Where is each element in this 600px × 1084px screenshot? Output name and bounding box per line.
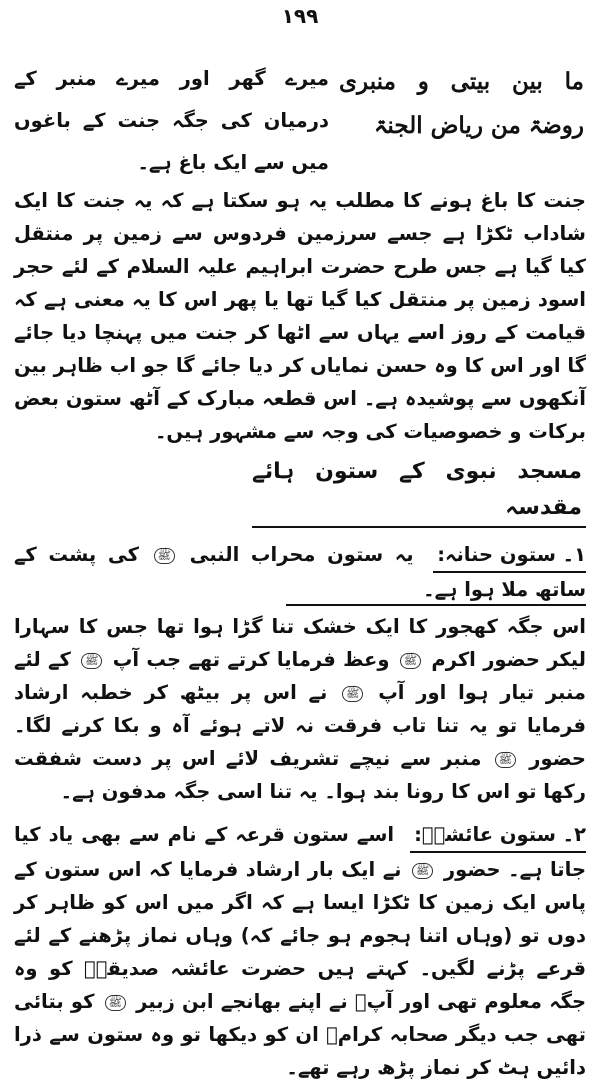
pillar-text: وعظ فرمایا کرتے تھے جب آپ [112, 648, 390, 671]
pillar-aisha [14, 818, 586, 1084]
salutation-mark: ﷺ [342, 686, 363, 702]
pillar-text: یہ ستون محراب النبی [189, 543, 414, 566]
salutation-mark: ﷺ [154, 548, 175, 564]
salutation-mark: ﷺ [105, 995, 126, 1011]
salutation-mark: ﷺ [495, 752, 516, 768]
pillar-title: ۲۔ ستون عائشہؓ: [410, 818, 586, 853]
salutation-mark: ﷺ [412, 863, 433, 879]
salutation-mark: ﷺ [81, 653, 102, 669]
pillar-text: کو بتائی تھی جب دیگر صحابہ کرامؓ ان کو دیکھا تو وہ ستون سے ذرا دائیں ہٹ کر نماز پڑھ رہے تھے۔ [14, 990, 586, 1079]
pillar-text: نے اس پر بیٹھ کر خطبہ ارشاد فرمایا تو یہ تنا تاب فرقت نہ لاتے ہوئے آہ و بکا کرنے لگا۔ حضور [14, 681, 586, 770]
pillar-text: کی پشت کے ساتھ ملا ہوا ہے۔ [14, 543, 586, 601]
hadith-arabic-text: ما بین بیتی و منبری روضۃ من ریاض الجنۃ [339, 68, 584, 139]
pillar-hannana [14, 538, 586, 808]
hadith-block [14, 52, 586, 182]
page-number: ۱۹۹ [281, 4, 319, 28]
page-content [14, 52, 586, 1084]
pillar-text: نے ایک بار ارشاد فرمایا کہ اس ستون کے پاس ایک زمین کا ٹکڑا ایسا ہے کہ اگر میں اس کو ظاہر کر دوں تو (وہاں اتنا ہجوم ہو جائے کہ) وہاں نماز پڑھنے کے لئے قرعے پڑنے لگیں۔ کہتے ہیں حضرت عائشہ صدیقہؓ کو وہ جگہ معلوم تھی اور آپؓ نے اپنے بھانجے ابن زبیر [14, 858, 587, 1013]
hadith-translation: میرے گھر اور میرے منبر کے درمیان کی جگہ جنت کے باغوں میں سے ایک باغ ہے۔ [14, 67, 329, 174]
salutation-mark: ﷺ [400, 653, 421, 669]
pillar-title: ۱۔ ستون حنانہ: [433, 538, 586, 573]
pillar-paragraph [14, 538, 586, 606]
pillar-text: اس جگہ کھجور کا ایک خشک تنا گڑا ہوا تھا جس کا سہارا لیکر حضور اکرم [14, 615, 586, 671]
section-heading: مسجد نبوی کے ستون ہائے مقدسہ [252, 454, 586, 528]
pillar-text: کے لئے منبر تیار ہوا اور آپ [14, 648, 586, 704]
pillar-paragraph [14, 818, 586, 1084]
pillar-text: اسے ستون قرعہ کے نام سے بھی یاد کیا جاتا ہے۔ حضور [14, 823, 587, 881]
pillar-text: منبر سے نیچے تشریف لائے اس پر دست شفقت رکھا تو اس کا رونا بند ہوا۔ یہ تنا اسی جگہ مدفون ہے۔ [14, 747, 586, 803]
intro-paragraph: جنت کا باغ ہونے کا مطلب یہ ہو سکتا ہے کہ یہ جنت کا ایک شاداب ٹکڑا ہے جسے سرزمین فردوس سے زمین پر منتقل کیا گیا ہے جس طرح حضرت ابراہیم علیہ السلام کے لئے حجر اسود زمین پر منتقل کیا گیا تھا یا پھر اس کا یہ معنی ہے کہ قیامت کے روز اسے یہاں سے اٹھا کر جنت میں پہنچا دیا جائے گا اور اس کا وہ حسن نمایاں کر دیا جائے گا جو اب ظاہر بین آنکھوں سے پوشیدہ ہے۔ اس قطعہ مبارک کے آٹھ ستون بعض برکات و خصوصیات کی وجہ سے مشہور ہیں۔ [14, 189, 586, 443]
pillar-paragraph [14, 610, 586, 808]
